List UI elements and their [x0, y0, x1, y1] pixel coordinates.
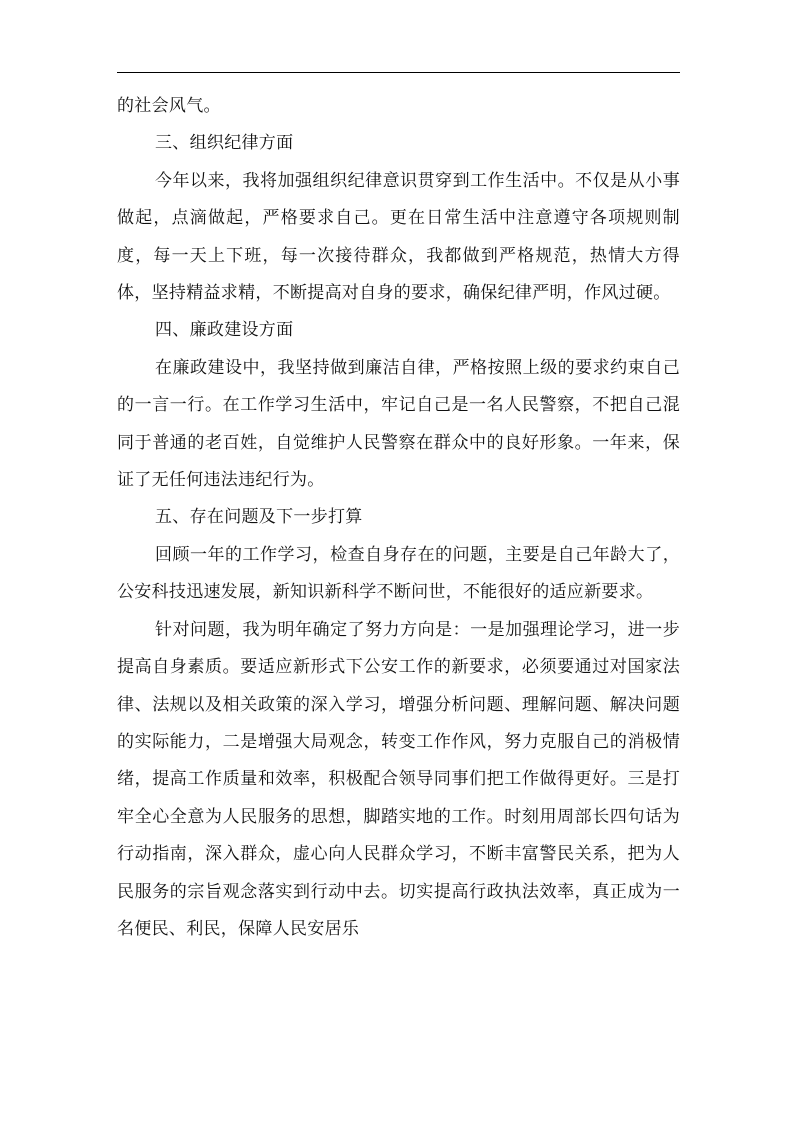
document-body — [117, 88, 680, 948]
header-rule — [117, 72, 680, 73]
section-heading-integrity: 四、廉政建设方面 — [155, 320, 294, 341]
section-heading-problems: 五、存在问题及下一步打算 — [155, 507, 363, 528]
section-heading-discipline: 三、组织纪律方面 — [155, 133, 294, 154]
paragraph-next-steps: 针对问题，我为明年确定了努力方向是：一是加强理论学习，进一步提高自身素质。要适应新形式下公安工作的新要求，必须要通过对国家法律、法规以及相关政策的深入学习，增强分析问题、理解问题、解决问题的实际能力，二是增强大局观念，转变工作作风，努力克服自己的消极情绪，提高工作质量和效率，积极配合领导同事们把工作做得更好。三是打牢全心全意为人民服务的思想，脚踏实地的工作。时刻用周部长四句话为行动指南，深入群众，虚心向人民群众学习，不断丰富警民关系，把为人民服务的宗旨观念落实到行动中去。切实提高行政执法效率，真正成为一名便民、利民，保障人民安居乐 — [117, 619, 680, 939]
paragraph-continuation: 的社会风气。 — [117, 96, 221, 116]
paragraph-problems: 回顾一年的工作学习，检查自身存在的问题，主要是自己年龄大了，公安科技迅速发展，新知识新科学不断问世，不能很好的适应新要求。 — [117, 544, 680, 603]
paragraph-discipline: 今年以来，我将加强组织纪律意识贯穿到工作生活中。不仅是从小事做起，点滴做起，严格要求自己。更在日常生活中注意遵守各项规则制度，每一天上下班，每一次接待群众，我都做到严格规范，热情大方得体，坚持精益求精，不断提高对自身的要求，确保纪律严明，作风过硬。 — [117, 170, 680, 304]
paragraph-integrity: 在廉政建设中，我坚持做到廉洁自律，严格按照上级的要求约束自己的一言一行。在工作学习生活中，牢记自己是一名人民警察，不把自己混同于普通的老百姓，自觉维护人民警察在群众中的良好形象。一年来，保证了无任何违法违纪行为。 — [117, 357, 680, 491]
